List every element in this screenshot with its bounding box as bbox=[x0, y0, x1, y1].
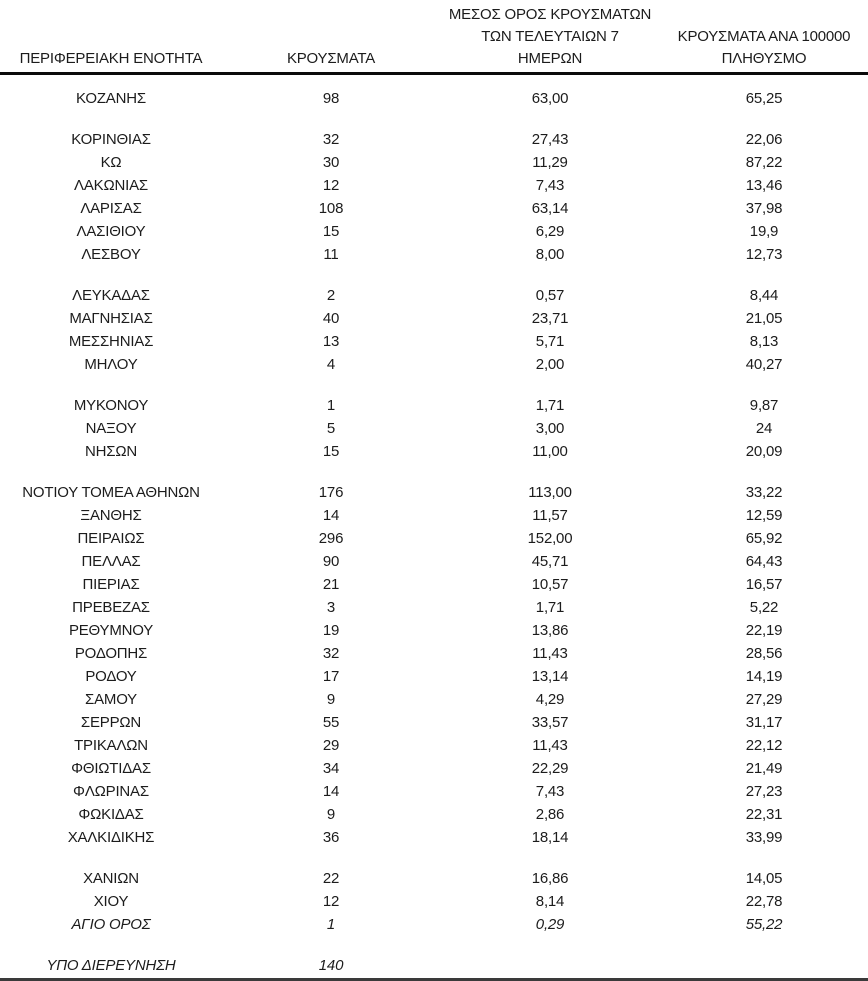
column-header-region-label: ΠΕΡΙΦΕΡΕΙΑΚΗ ΕΝΟΤΗΤΑ bbox=[19, 50, 203, 67]
avg7-cell: 0,57 bbox=[535, 287, 565, 304]
table-row bbox=[0, 573, 868, 596]
per100k-cell: 33,99 bbox=[745, 829, 783, 846]
avg7-cell: 18,14 bbox=[531, 829, 569, 846]
table-row bbox=[0, 394, 868, 417]
table-row bbox=[0, 780, 868, 803]
region-cell: ΝΑΞΟΥ bbox=[85, 420, 137, 437]
cases-cell: 1 bbox=[326, 397, 336, 414]
avg7-cell: 7,43 bbox=[535, 177, 565, 194]
table-row bbox=[0, 307, 868, 330]
column-header-avg7 bbox=[440, 4, 660, 70]
cases-cell: 14 bbox=[322, 507, 340, 524]
region-cell: ΝΟΤΙΟΥ ΤΟΜΕΑ ΑΘΗΝΩΝ bbox=[22, 484, 200, 501]
region-cell: ΚΩ bbox=[100, 154, 122, 171]
per100k-cell: 24 bbox=[755, 420, 773, 437]
column-header-per100k bbox=[660, 26, 868, 70]
table-row bbox=[0, 197, 868, 220]
avg7-cell: 8,00 bbox=[535, 246, 565, 263]
region-cell: ΜΗΛΟΥ bbox=[84, 356, 138, 373]
avg7-cell: 7,43 bbox=[535, 783, 565, 800]
region-cell: ΜΕΣΣΗΝΙΑΣ bbox=[68, 333, 154, 350]
group-gap bbox=[0, 849, 868, 867]
table-row bbox=[0, 867, 868, 890]
cases-cell: 15 bbox=[322, 223, 340, 240]
cases-cell: 34 bbox=[322, 760, 340, 777]
cases-cell: 19 bbox=[322, 622, 340, 639]
table-row bbox=[0, 803, 868, 826]
avg7-cell: 0,29 bbox=[535, 916, 565, 933]
column-header-avg7-line3: ΗΜΕΡΩΝ bbox=[517, 50, 583, 67]
region-cell: ΑΓΙΟ ΟΡΟΣ bbox=[71, 916, 151, 933]
cases-cell: 17 bbox=[322, 668, 340, 685]
table-row bbox=[0, 665, 868, 688]
per100k-cell: 12,73 bbox=[745, 246, 783, 263]
cases-cell: 55 bbox=[322, 714, 340, 731]
avg7-cell: 2,86 bbox=[535, 806, 565, 823]
table-row bbox=[0, 550, 868, 573]
avg7-cell: 3,00 bbox=[535, 420, 565, 437]
region-cell: ΚΟΡΙΝΘΙΑΣ bbox=[71, 131, 151, 148]
per100k-cell: 31,17 bbox=[745, 714, 783, 731]
per100k-cell: 55,22 bbox=[745, 916, 783, 933]
cases-cell: 13 bbox=[322, 333, 340, 350]
table-row bbox=[0, 151, 868, 174]
cases-cell: 36 bbox=[322, 829, 340, 846]
region-cell: ΤΡΙΚΑΛΩΝ bbox=[74, 737, 148, 754]
cases-cell: 15 bbox=[322, 443, 340, 460]
table-row bbox=[0, 284, 868, 307]
cases-cell: 14 bbox=[322, 783, 340, 800]
cases-cell: 296 bbox=[318, 530, 344, 547]
cases-cell: 1 bbox=[326, 916, 336, 933]
region-cell: ΞΑΝΘΗΣ bbox=[80, 507, 142, 524]
avg7-cell: 5,71 bbox=[535, 333, 565, 350]
per100k-cell: 27,23 bbox=[745, 783, 783, 800]
per100k-cell: 12,59 bbox=[745, 507, 783, 524]
avg7-cell: 23,71 bbox=[531, 310, 569, 327]
region-cell: ΠΕΛΛΑΣ bbox=[81, 553, 141, 570]
table-row bbox=[0, 353, 868, 376]
per100k-cell: 64,43 bbox=[745, 553, 783, 570]
table-row bbox=[0, 913, 868, 936]
avg7-cell: 1,71 bbox=[535, 397, 565, 414]
region-cell: ΡΟΔΟΠΗΣ bbox=[74, 645, 148, 662]
region-cell: ΣΕΡΡΩΝ bbox=[80, 714, 142, 731]
per100k-cell: 14,05 bbox=[745, 870, 783, 887]
table-row bbox=[0, 619, 868, 642]
per100k-cell: 20,09 bbox=[745, 443, 783, 460]
cases-cell: 108 bbox=[318, 200, 344, 217]
region-cell: ΜΥΚΟΝΟΥ bbox=[73, 397, 149, 414]
per100k-cell: 14,19 bbox=[745, 668, 783, 685]
cases-cell: 9 bbox=[326, 806, 336, 823]
avg7-cell: 113,00 bbox=[528, 484, 572, 501]
table-row bbox=[0, 174, 868, 197]
region-cell: ΛΕΥΚΑΔΑΣ bbox=[72, 287, 150, 304]
table-header bbox=[0, 0, 868, 70]
per100k-cell: 9,87 bbox=[749, 397, 779, 414]
table-row bbox=[0, 504, 868, 527]
region-cell: ΠΙΕΡΙΑΣ bbox=[82, 576, 140, 593]
table-row bbox=[0, 87, 868, 110]
cases-cell: 98 bbox=[322, 90, 340, 107]
cases-cell: 32 bbox=[322, 131, 340, 148]
table-row bbox=[0, 954, 868, 977]
group-gap bbox=[0, 936, 868, 954]
per100k-cell: 28,56 bbox=[745, 645, 783, 662]
region-cell: ΧΑΝΙΩΝ bbox=[83, 870, 139, 887]
per100k-cell: 22,12 bbox=[745, 737, 783, 754]
region-cell: ΦΩΚΙΔΑΣ bbox=[78, 806, 144, 823]
group-gap bbox=[0, 266, 868, 284]
avg7-cell: 11,00 bbox=[532, 443, 568, 460]
per100k-cell: 37,98 bbox=[745, 200, 783, 217]
region-cell: ΦΘΙΩΤΙΔΑΣ bbox=[71, 760, 151, 777]
cases-cell: 4 bbox=[326, 356, 336, 373]
cases-cell: 11 bbox=[323, 246, 339, 263]
avg7-cell: 13,14 bbox=[531, 668, 569, 685]
avg7-cell: 4,29 bbox=[535, 691, 565, 708]
per100k-cell: 8,44 bbox=[749, 287, 779, 304]
per100k-cell: 22,06 bbox=[745, 131, 783, 148]
per100k-cell: 27,29 bbox=[745, 691, 783, 708]
table-row bbox=[0, 417, 868, 440]
per100k-cell: 13,46 bbox=[745, 177, 783, 194]
table-row bbox=[0, 890, 868, 913]
region-cell: ΛΑΡΙΣΑΣ bbox=[80, 200, 142, 217]
column-header-avg7-line1: ΜΕΣΟΣ ΟΡΟΣ ΚΡΟΥΣΜΑΤΩΝ bbox=[448, 6, 652, 23]
avg7-cell: 63,14 bbox=[531, 200, 569, 217]
per100k-cell: 16,57 bbox=[745, 576, 783, 593]
table-row bbox=[0, 826, 868, 849]
cases-cell: 3 bbox=[326, 599, 336, 616]
table-row bbox=[0, 596, 868, 619]
table-row bbox=[0, 642, 868, 665]
region-cell: ΠΕΙΡΑΙΩΣ bbox=[77, 530, 145, 547]
table-row bbox=[0, 711, 868, 734]
region-cell: ΡΟΔΟΥ bbox=[85, 668, 137, 685]
region-cell: ΝΗΣΩΝ bbox=[85, 443, 137, 460]
region-cell: ΦΛΩΡΙΝΑΣ bbox=[73, 783, 149, 800]
per100k-cell: 19,9 bbox=[749, 223, 779, 240]
avg7-cell: 8,14 bbox=[535, 893, 565, 910]
per100k-cell: 33,22 bbox=[745, 484, 783, 501]
group-gap bbox=[0, 376, 868, 394]
table-row bbox=[0, 757, 868, 780]
region-cell: ΣΑΜΟΥ bbox=[85, 691, 137, 708]
avg7-cell: 11,57 bbox=[532, 507, 568, 524]
region-cell: ΛΑΣΙΘΙΟΥ bbox=[76, 223, 146, 240]
avg7-cell: 10,57 bbox=[531, 576, 569, 593]
cases-cell: 12 bbox=[322, 177, 340, 194]
cases-cell: 140 bbox=[318, 957, 344, 974]
avg7-cell: 33,57 bbox=[531, 714, 569, 731]
avg7-cell: 11,29 bbox=[532, 154, 568, 171]
avg7-cell: 27,43 bbox=[531, 131, 569, 148]
region-cell: ΜΑΓΝΗΣΙΑΣ bbox=[69, 310, 153, 327]
avg7-cell: 63,00 bbox=[531, 90, 569, 107]
cases-cell: 29 bbox=[322, 737, 340, 754]
column-header-cases-label: ΚΡΟΥΣΜΑΤΑ bbox=[286, 50, 376, 67]
cases-cell: 30 bbox=[322, 154, 340, 171]
per100k-cell: 22,78 bbox=[745, 893, 783, 910]
cases-cell: 176 bbox=[318, 484, 344, 501]
per100k-cell: 65,92 bbox=[745, 530, 783, 547]
cases-cell: 22 bbox=[322, 870, 340, 887]
column-header-avg7-line2: ΤΩΝ ΤΕΛΕΥΤΑΙΩΝ 7 bbox=[481, 28, 619, 45]
column-header-region bbox=[0, 48, 222, 70]
avg7-cell: 16,86 bbox=[531, 870, 569, 887]
group-gap bbox=[0, 463, 868, 481]
per100k-cell: 87,22 bbox=[745, 154, 783, 171]
avg7-cell: 11,43 bbox=[532, 645, 568, 662]
region-cell: ΛΑΚΩΝΙΑΣ bbox=[74, 177, 148, 194]
region-cell: ΧΑΛΚΙΔΙΚΗΣ bbox=[67, 829, 155, 846]
column-header-per100k-line1: ΚΡΟΥΣΜΑΤΑ ΑΝΑ 100000 bbox=[677, 28, 851, 45]
per100k-cell: 21,05 bbox=[745, 310, 783, 327]
avg7-cell: 1,71 bbox=[535, 599, 565, 616]
per100k-cell: 22,19 bbox=[745, 622, 783, 639]
avg7-cell: 152,00 bbox=[527, 530, 573, 547]
region-cell: ΚΟΖΑΝΗΣ bbox=[76, 90, 146, 107]
cases-cell: 2 bbox=[326, 287, 336, 304]
cases-cell: 5 bbox=[326, 420, 336, 437]
cases-cell: 90 bbox=[322, 553, 340, 570]
avg7-cell: 11,43 bbox=[532, 737, 568, 754]
table-row bbox=[0, 440, 868, 463]
column-header-per100k-line2: ΠΛΗΘΥΣΜΟ bbox=[721, 50, 807, 67]
per100k-cell: 65,25 bbox=[745, 90, 783, 107]
per100k-cell: 22,31 bbox=[745, 806, 783, 823]
cases-cell: 32 bbox=[322, 645, 340, 662]
avg7-cell: 13,86 bbox=[531, 622, 569, 639]
cases-cell: 21 bbox=[322, 576, 340, 593]
avg7-cell: 2,00 bbox=[535, 356, 565, 373]
table-row bbox=[0, 220, 868, 243]
per100k-cell: 5,22 bbox=[749, 599, 779, 616]
per100k-cell: 21,49 bbox=[745, 760, 783, 777]
cases-cell: 9 bbox=[326, 691, 336, 708]
table-row bbox=[0, 481, 868, 504]
table-row bbox=[0, 734, 868, 757]
table-body bbox=[0, 75, 868, 977]
region-cell: ΡΕΘΥΜΝΟΥ bbox=[68, 622, 154, 639]
table-row bbox=[0, 243, 868, 266]
avg7-cell: 6,29 bbox=[535, 223, 565, 240]
table-row bbox=[0, 527, 868, 550]
per100k-cell: 8,13 bbox=[749, 333, 779, 350]
cases-cell: 12 bbox=[322, 893, 340, 910]
region-cell: ΥΠΟ ΔΙΕΡΕΥΝΗΣΗ bbox=[46, 957, 176, 974]
table-row bbox=[0, 128, 868, 151]
region-cell: ΧΙΟΥ bbox=[93, 893, 129, 910]
column-header-cases bbox=[222, 48, 440, 70]
per100k-cell: 40,27 bbox=[745, 356, 783, 373]
avg7-cell: 22,29 bbox=[531, 760, 569, 777]
table-row bbox=[0, 330, 868, 353]
table-row bbox=[0, 688, 868, 711]
avg7-cell: 45,71 bbox=[531, 553, 569, 570]
cases-cell: 40 bbox=[322, 310, 340, 327]
region-cell: ΠΡΕΒΕΖΑΣ bbox=[72, 599, 150, 616]
region-cell: ΛΕΣΒΟΥ bbox=[81, 246, 141, 263]
group-gap bbox=[0, 110, 868, 128]
